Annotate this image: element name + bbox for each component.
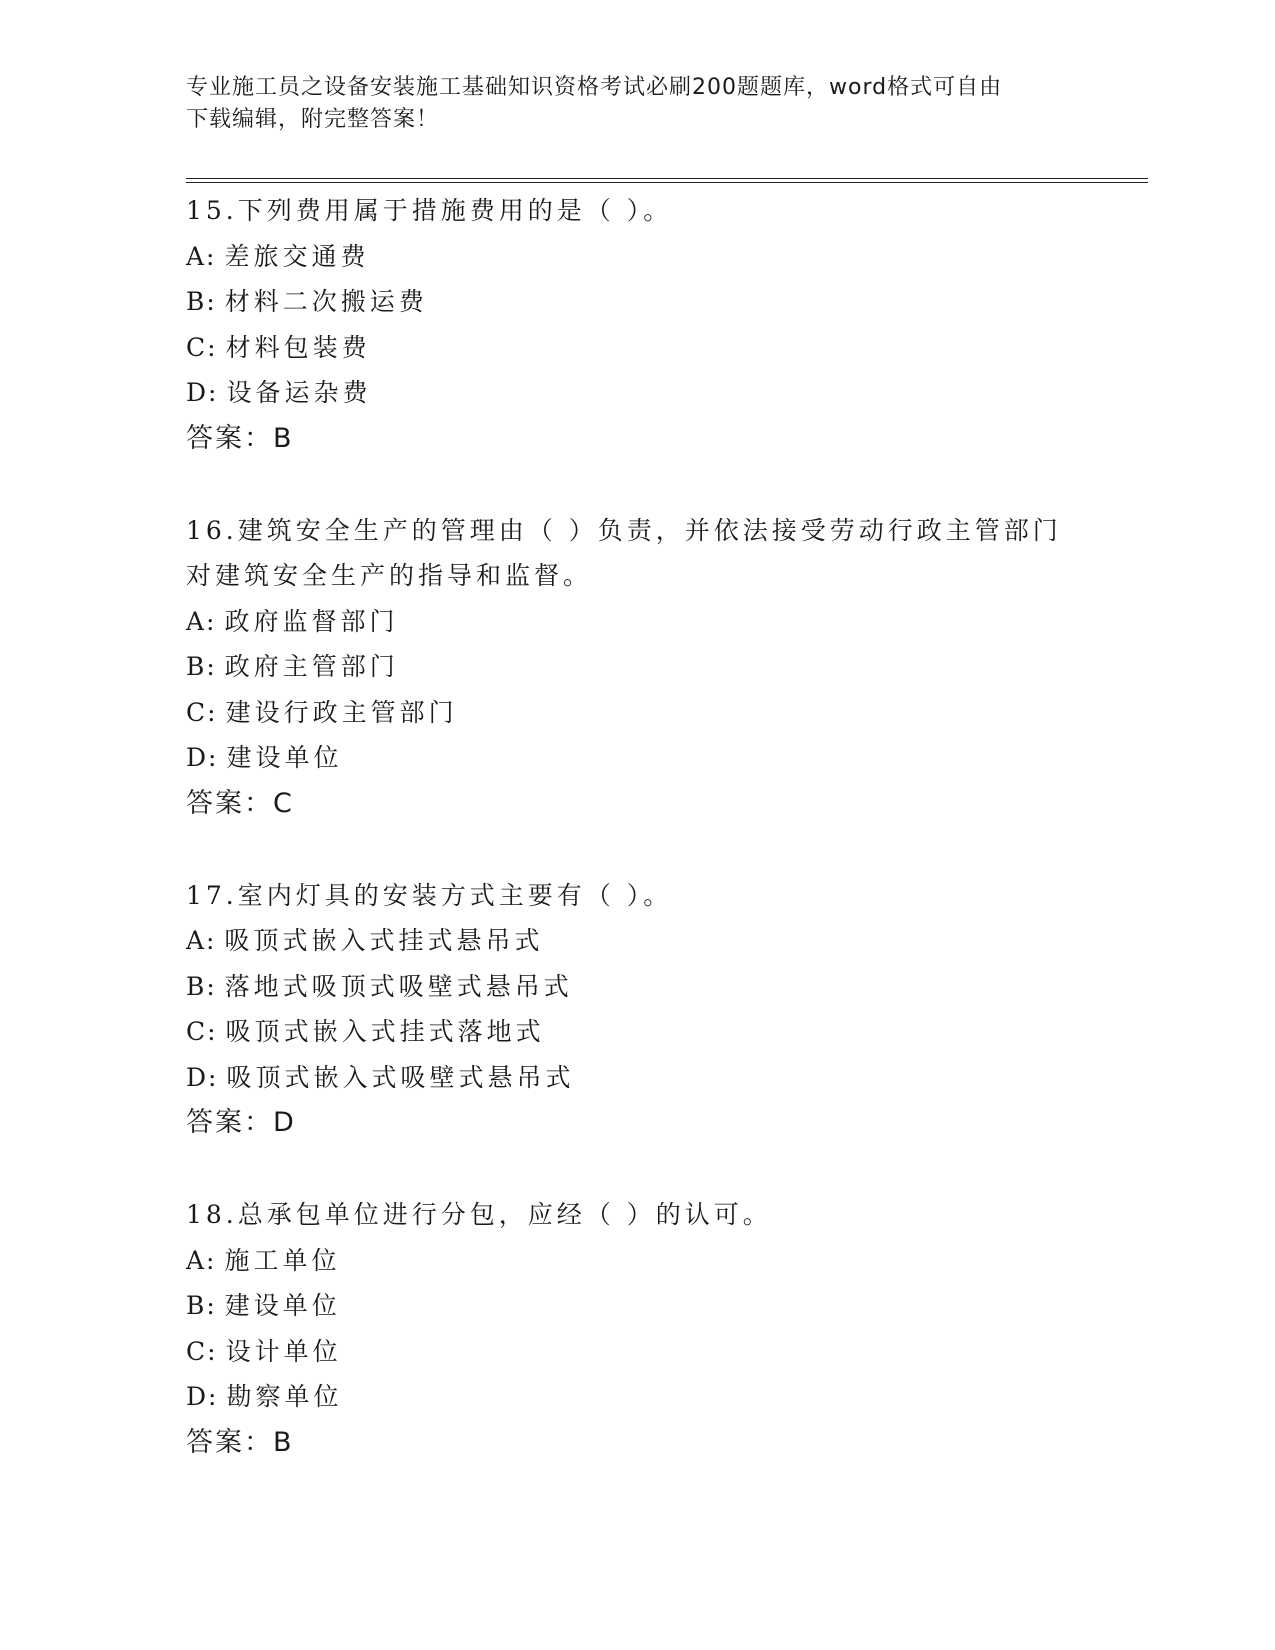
option-text: 设备运杂费 (226, 378, 372, 407)
option-d (186, 370, 1106, 416)
option-c (186, 1009, 1106, 1055)
header-divider-bottom (186, 182, 1148, 183)
question-18 (186, 1192, 1106, 1466)
option-key: D: (186, 1062, 219, 1092)
document-header (186, 72, 1086, 136)
option-key: B: (186, 971, 217, 1001)
question-16 (186, 508, 1106, 827)
option-c (186, 1329, 1106, 1375)
option-text: 建设行政主管部门 (225, 697, 458, 727)
option-d (186, 1055, 1106, 1101)
option-text: 建设单位 (226, 743, 343, 772)
option-text: 施工单位 (224, 1245, 341, 1275)
question-stem-line-1: 18.总承包单位进行分包，应经（ ）的认可。 (186, 1200, 772, 1229)
option-a (186, 234, 1106, 280)
option-text: 政府监督部门 (224, 606, 399, 636)
option-key: A: (186, 926, 217, 955)
option-key: C: (186, 332, 218, 362)
header-line-2: 下载编辑，附完整答案！ (186, 107, 440, 132)
answer: 答案：C (186, 787, 294, 819)
option-d (186, 735, 1106, 781)
option-b (186, 964, 1106, 1010)
question-stem-line-1: 16.建筑安全生产的管理由（ ）负责，并依法接受劳动行政主管部门 (186, 515, 1062, 545)
option-text: 吸顶式嵌入式吸壁式悬吊式 (226, 1062, 575, 1092)
option-c (186, 325, 1106, 371)
option-text: 政府主管部门 (224, 652, 399, 681)
option-a (186, 599, 1106, 645)
question-stem (186, 188, 1066, 234)
question-list (186, 188, 1106, 1512)
question-15 (186, 188, 1106, 462)
question-stem-line-1: 15.下列费用属于措施费用的是（ ）。 (186, 196, 673, 225)
answer: 答案：B (186, 1426, 294, 1458)
header-divider-top (186, 178, 1148, 179)
option-text: 吸顶式嵌入式挂式悬吊式 (224, 926, 544, 955)
option-key: A: (186, 606, 217, 636)
option-key: D: (186, 1382, 219, 1411)
option-text: 差旅交通费 (224, 241, 370, 271)
header-line-1: 专业施工员之设备安装施工基础知识资格考试必刷200题题库，word格式可自由 (186, 75, 1003, 100)
option-key: D: (186, 743, 219, 772)
option-text: 吸顶式嵌入式挂式落地式 (225, 1017, 545, 1046)
option-d (186, 1374, 1106, 1420)
question-stem-line-1: 17.室内灯具的安装方式主要有（ ）。 (186, 880, 673, 910)
option-b (186, 279, 1106, 325)
option-b (186, 1283, 1106, 1329)
question-stem-line-2: 对建筑安全生产的指导和监督。 (186, 561, 593, 590)
answer: 答案：B (186, 422, 294, 454)
option-key: A: (186, 241, 217, 271)
option-c (186, 690, 1106, 736)
option-text: 材料包装费 (225, 332, 371, 362)
option-key: B: (186, 652, 217, 681)
question-17 (186, 873, 1106, 1147)
option-key: D: (186, 378, 219, 407)
option-b (186, 644, 1106, 690)
option-text: 材料二次搬运费 (224, 287, 428, 316)
option-key: A: (186, 1245, 217, 1275)
option-key: C: (186, 1336, 218, 1366)
option-text: 落地式吸顶式吸壁式悬吊式 (224, 971, 573, 1001)
option-text: 设计单位 (225, 1336, 342, 1366)
option-a (186, 918, 1106, 964)
option-text: 勘察单位 (226, 1382, 343, 1411)
answer: 答案：D (186, 1107, 296, 1138)
option-key: B: (186, 1291, 217, 1320)
option-key: B: (186, 287, 217, 316)
option-key: C: (186, 697, 218, 727)
option-key: C: (186, 1017, 218, 1046)
option-text: 建设单位 (224, 1291, 341, 1320)
option-a (186, 1238, 1106, 1284)
